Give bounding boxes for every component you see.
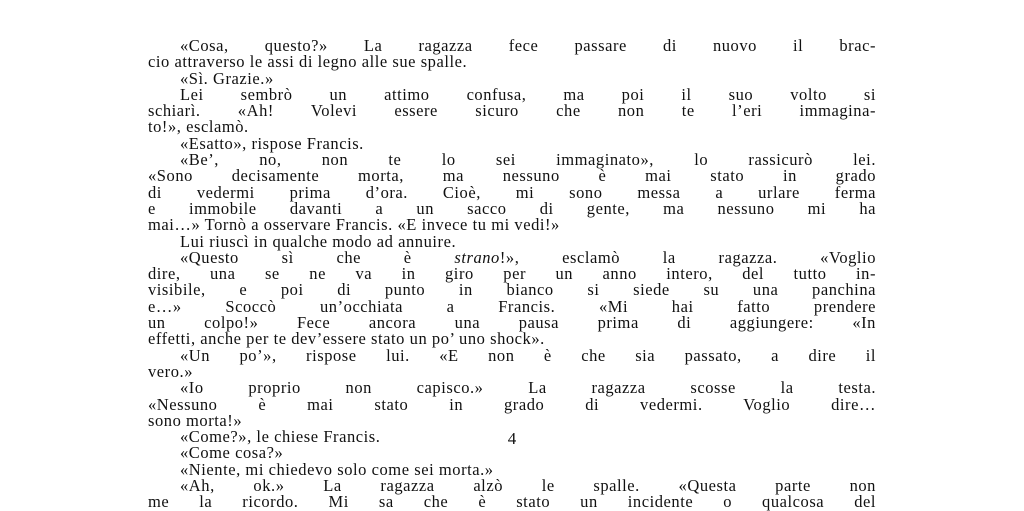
emphasis-text: strano [454,247,500,267]
text-line: cio attraverso le assi di legno alle sue spalle. [148,52,468,72]
text-line: un colpo!» Fece ancora una pausa prima di aggiungere: «In [148,313,876,333]
text-line: «Come cosa?» [180,443,284,463]
text-line: «Sono decisamente morta, ma nessuno è mai stato in grado [148,166,876,186]
text-line: «Cosa, questo?» La ragazza fece passare di nuovo il brac- [180,36,876,55]
text-line: schiarì. «Ah! Volevi essere sicuro che non te l’eri immagina- [148,101,876,121]
text-line: «Sì. Grazie.» [180,68,274,88]
text-line: sono morta!» [148,410,243,430]
text-line: to!», esclamò. [148,117,249,137]
text-line: «Ah, ok.» La ragazza alzò le spalle. «Questa parte non [180,476,876,496]
page-number: 4 [507,429,517,448]
text-line: «Io proprio non capisco.» La ragazza scosse la testa. [180,378,876,398]
text-line: dire, una se ne va in giro per un anno intero, del tutto in- [148,264,876,284]
text-line: di vedermi prima d’ora. Cioè, mi sono messa a urlare ferma [148,182,876,202]
text-line: «Come?», le chiese Francis. [180,427,381,447]
text-line: effetti, anche per te dev’essere stato un po’ uno shock». [148,329,545,349]
text-line: visibile, e poi di punto in bianco si siede su una panchina [148,280,876,300]
text-line: «Esatto», rispose Francis. [180,133,364,153]
text-line: mai…» Tornò a osservare Francis. «E invece tu mi vedi!» [148,215,560,235]
text-line: «Un po’», rispose lui. «E non è che sia passato, a dire il [180,345,876,365]
text-line: e immobile davanti a un sacco di gente, ma nessuno mi ha [148,198,876,218]
text-line: e…» Scoccò un’occhiata a Francis. «Mi hai fatto prendere [148,296,876,316]
text-line: «Niente, mi chiedevo solo come sei morta.» [180,459,494,479]
text-line: Lui riuscì in qualche modo ad annuire. [180,231,457,251]
text-line: «Be’, no, non te lo sei immaginato», lo rassicurò lei. [180,150,876,170]
text-line: vero.» [148,361,193,381]
text-line: me la ricordo. Mi sa che è stato un incidente o qualcosa del [148,492,876,511]
text-line: «Nessuno è mai stato in grado di vedermi. Voglio dire… [148,394,876,414]
text-line: Lei sembrò un attimo confusa, ma poi il suo volto si [180,84,876,104]
text-line: «Questo sì che è strano!», esclamò la ragazza. «Voglio [180,247,876,267]
